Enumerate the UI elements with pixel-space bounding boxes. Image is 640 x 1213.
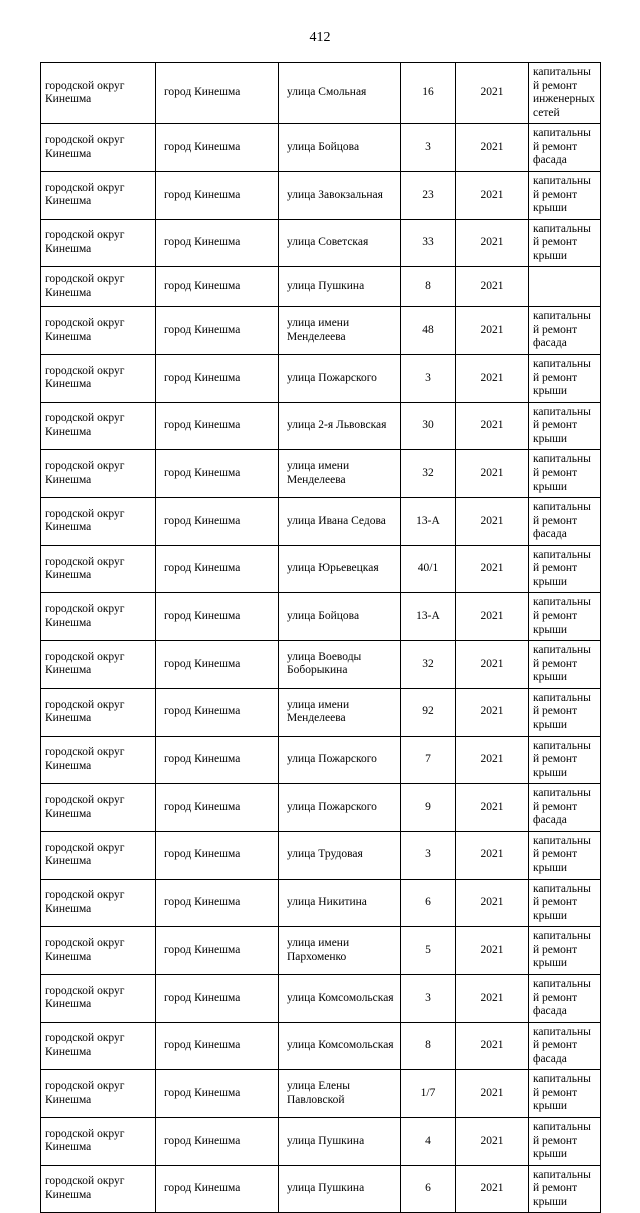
city-cell: город Кинешма — [156, 1022, 279, 1070]
city-cell: город Кинешма — [156, 1165, 279, 1213]
repair-type-cell: капитальный ремонт крыши — [529, 545, 601, 593]
house-number-cell: 7 — [401, 736, 456, 784]
district-cell: городской округ Кинешма — [41, 736, 156, 784]
house-number-cell: 3 — [401, 974, 456, 1022]
repair-type-cell: капитальный ремонт инженерных сетей — [529, 63, 601, 124]
city-cell: город Кинешма — [156, 267, 279, 307]
table-row — [41, 1165, 601, 1213]
street-cell: улица Трудовая — [279, 831, 401, 879]
street-cell: улица 2-я Львовская — [279, 402, 401, 450]
city-cell: город Кинешма — [156, 219, 279, 267]
district-cell: городской округ Кинешма — [41, 219, 156, 267]
district-cell: городской округ Кинешма — [41, 307, 156, 355]
house-number-cell: 8 — [401, 267, 456, 307]
year-cell: 2021 — [456, 219, 529, 267]
district-cell: городской округ Кинешма — [41, 831, 156, 879]
repair-type-cell: капитальный ремонт крыши — [529, 641, 601, 689]
street-cell: улица Комсомольская — [279, 1022, 401, 1070]
table-row — [41, 736, 601, 784]
district-cell: городской округ Кинешма — [41, 1022, 156, 1070]
house-number-cell: 3 — [401, 124, 456, 172]
district-cell: городской округ Кинешма — [41, 63, 156, 124]
table-row — [41, 402, 601, 450]
year-cell: 2021 — [456, 355, 529, 403]
city-cell: город Кинешма — [156, 171, 279, 219]
repair-type-cell: капитальный ремонт крыши — [529, 219, 601, 267]
house-number-cell: 33 — [401, 219, 456, 267]
district-cell: городской округ Кинешма — [41, 1070, 156, 1118]
repair-type-cell: капитальный ремонт крыши — [529, 1070, 601, 1118]
house-number-cell: 92 — [401, 688, 456, 736]
district-cell: городской округ Кинешма — [41, 879, 156, 927]
table-row — [41, 219, 601, 267]
repair-type-cell: капитальный ремонт крыши — [529, 450, 601, 498]
city-cell: город Кинешма — [156, 1118, 279, 1166]
city-cell: город Кинешма — [156, 63, 279, 124]
repair-type-cell: капитальный ремонт фасада — [529, 974, 601, 1022]
district-cell: городской округ Кинешма — [41, 171, 156, 219]
repair-type-cell: капитальный ремонт крыши — [529, 1118, 601, 1166]
year-cell: 2021 — [456, 974, 529, 1022]
city-cell: город Кинешма — [156, 402, 279, 450]
year-cell: 2021 — [456, 736, 529, 784]
city-cell: город Кинешма — [156, 688, 279, 736]
repair-type-cell: капитальный ремонт крыши — [529, 1165, 601, 1213]
street-cell: улица Советская — [279, 219, 401, 267]
year-cell: 2021 — [456, 450, 529, 498]
district-cell: городской округ Кинешма — [41, 498, 156, 546]
house-number-cell: 32 — [401, 641, 456, 689]
street-cell: улица Ивана Седова — [279, 498, 401, 546]
street-cell: улица Воеводы Боборыкина — [279, 641, 401, 689]
table-row — [41, 1022, 601, 1070]
house-number-cell: 13-А — [401, 498, 456, 546]
table-row — [41, 1070, 601, 1118]
street-cell: улица имени Пархоменко — [279, 927, 401, 975]
district-cell: городской округ Кинешма — [41, 641, 156, 689]
house-number-cell: 13-А — [401, 593, 456, 641]
city-cell: город Кинешма — [156, 545, 279, 593]
table-row — [41, 498, 601, 546]
table-row — [41, 688, 601, 736]
table-row — [41, 355, 601, 403]
street-cell: улица Комсомольская — [279, 974, 401, 1022]
repair-type-cell: капитальный ремонт крыши — [529, 688, 601, 736]
district-cell: городской округ Кинешма — [41, 402, 156, 450]
year-cell: 2021 — [456, 927, 529, 975]
table-row — [41, 784, 601, 832]
district-cell: городской округ Кинешма — [41, 355, 156, 403]
repair-type-cell: капитальный ремонт крыши — [529, 402, 601, 450]
house-number-cell: 3 — [401, 355, 456, 403]
city-cell: город Кинешма — [156, 784, 279, 832]
table-row — [41, 1118, 601, 1166]
year-cell: 2021 — [456, 267, 529, 307]
house-number-cell: 5 — [401, 927, 456, 975]
year-cell: 2021 — [456, 171, 529, 219]
street-cell: улица имени Менделеева — [279, 688, 401, 736]
house-number-cell: 48 — [401, 307, 456, 355]
year-cell: 2021 — [456, 879, 529, 927]
table-row — [41, 831, 601, 879]
year-cell: 2021 — [456, 831, 529, 879]
city-cell: город Кинешма — [156, 124, 279, 172]
house-number-cell: 6 — [401, 1165, 456, 1213]
street-cell: улица Бойцова — [279, 124, 401, 172]
table-row — [41, 593, 601, 641]
repair-type-cell: капитальный ремонт крыши — [529, 736, 601, 784]
year-cell: 2021 — [456, 1118, 529, 1166]
year-cell: 2021 — [456, 1165, 529, 1213]
year-cell: 2021 — [456, 498, 529, 546]
repair-type-cell: капитальный ремонт крыши — [529, 927, 601, 975]
house-number-cell: 32 — [401, 450, 456, 498]
street-cell: улица Пожарского — [279, 355, 401, 403]
house-number-cell: 1/7 — [401, 1070, 456, 1118]
table-row — [41, 63, 601, 124]
repair-type-cell: капитальный ремонт крыши — [529, 593, 601, 641]
city-cell: город Кинешма — [156, 307, 279, 355]
street-cell: улица Пушкина — [279, 1118, 401, 1166]
district-cell: городской округ Кинешма — [41, 545, 156, 593]
year-cell: 2021 — [456, 307, 529, 355]
district-cell: городской округ Кинешма — [41, 688, 156, 736]
repair-type-cell: капитальный ремонт крыши — [529, 879, 601, 927]
house-number-cell: 40/1 — [401, 545, 456, 593]
district-cell: городской округ Кинешма — [41, 1118, 156, 1166]
table-row — [41, 545, 601, 593]
street-cell: улица Юрьевецкая — [279, 545, 401, 593]
repair-type-cell: капитальный ремонт крыши — [529, 831, 601, 879]
street-cell: улица Никитина — [279, 879, 401, 927]
street-cell: улица Пушкина — [279, 1165, 401, 1213]
district-cell: городской округ Кинешма — [41, 974, 156, 1022]
house-number-cell: 8 — [401, 1022, 456, 1070]
house-number-cell: 9 — [401, 784, 456, 832]
city-cell: город Кинешма — [156, 927, 279, 975]
city-cell: город Кинешма — [156, 593, 279, 641]
repair-type-cell: капитальный ремонт фасада — [529, 1022, 601, 1070]
district-cell: городской округ Кинешма — [41, 1165, 156, 1213]
page-number: 412 — [309, 30, 331, 45]
repairs-table-body — [41, 63, 601, 1213]
city-cell: город Кинешма — [156, 641, 279, 689]
city-cell: город Кинешма — [156, 498, 279, 546]
city-cell: город Кинешма — [156, 736, 279, 784]
city-cell: город Кинешма — [156, 879, 279, 927]
repairs-table — [40, 62, 601, 1213]
house-number-cell: 16 — [401, 63, 456, 124]
street-cell: улица имени Менделеева — [279, 307, 401, 355]
repair-type-cell: капитальный ремонт крыши — [529, 171, 601, 219]
street-cell: улица Елены Павловской — [279, 1070, 401, 1118]
repair-type-cell: капитальный ремонт крыши — [529, 355, 601, 403]
year-cell: 2021 — [456, 124, 529, 172]
table-row — [41, 171, 601, 219]
street-cell: улица Пожарского — [279, 784, 401, 832]
table-row — [41, 641, 601, 689]
table-row — [41, 450, 601, 498]
city-cell: город Кинешма — [156, 1070, 279, 1118]
table-row — [41, 927, 601, 975]
street-cell: улица Пушкина — [279, 267, 401, 307]
year-cell: 2021 — [456, 545, 529, 593]
house-number-cell: 6 — [401, 879, 456, 927]
repair-type-cell: капитальный ремонт фасада — [529, 784, 601, 832]
house-number-cell: 23 — [401, 171, 456, 219]
year-cell: 2021 — [456, 784, 529, 832]
city-cell: город Кинешма — [156, 974, 279, 1022]
city-cell: город Кинешма — [156, 450, 279, 498]
district-cell: городской округ Кинешма — [41, 784, 156, 832]
table-row — [41, 307, 601, 355]
repair-type-cell: капитальный ремонт фасада — [529, 307, 601, 355]
table-row — [41, 974, 601, 1022]
street-cell: улица Пожарского — [279, 736, 401, 784]
district-cell: городской округ Кинешма — [41, 593, 156, 641]
street-cell: улица Смольная — [279, 63, 401, 124]
district-cell: городской округ Кинешма — [41, 124, 156, 172]
table-row — [41, 267, 601, 307]
year-cell: 2021 — [456, 1070, 529, 1118]
street-cell: улица Завокзальная — [279, 171, 401, 219]
year-cell: 2021 — [456, 688, 529, 736]
house-number-cell: 30 — [401, 402, 456, 450]
district-cell: городской округ Кинешма — [41, 927, 156, 975]
year-cell: 2021 — [456, 1022, 529, 1070]
repair-type-cell — [529, 267, 601, 307]
house-number-cell: 4 — [401, 1118, 456, 1166]
repair-type-cell: капитальный ремонт фасада — [529, 124, 601, 172]
district-cell: городской округ Кинешма — [41, 267, 156, 307]
city-cell: город Кинешма — [156, 355, 279, 403]
city-cell: город Кинешма — [156, 831, 279, 879]
year-cell: 2021 — [456, 593, 529, 641]
year-cell: 2021 — [456, 402, 529, 450]
repair-type-cell: капитальный ремонт фасада — [529, 498, 601, 546]
year-cell: 2021 — [456, 641, 529, 689]
district-cell: городской округ Кинешма — [41, 450, 156, 498]
street-cell: улица Бойцова — [279, 593, 401, 641]
table-row — [41, 879, 601, 927]
year-cell: 2021 — [456, 63, 529, 124]
house-number-cell: 3 — [401, 831, 456, 879]
table-row — [41, 124, 601, 172]
street-cell: улица имени Менделеева — [279, 450, 401, 498]
